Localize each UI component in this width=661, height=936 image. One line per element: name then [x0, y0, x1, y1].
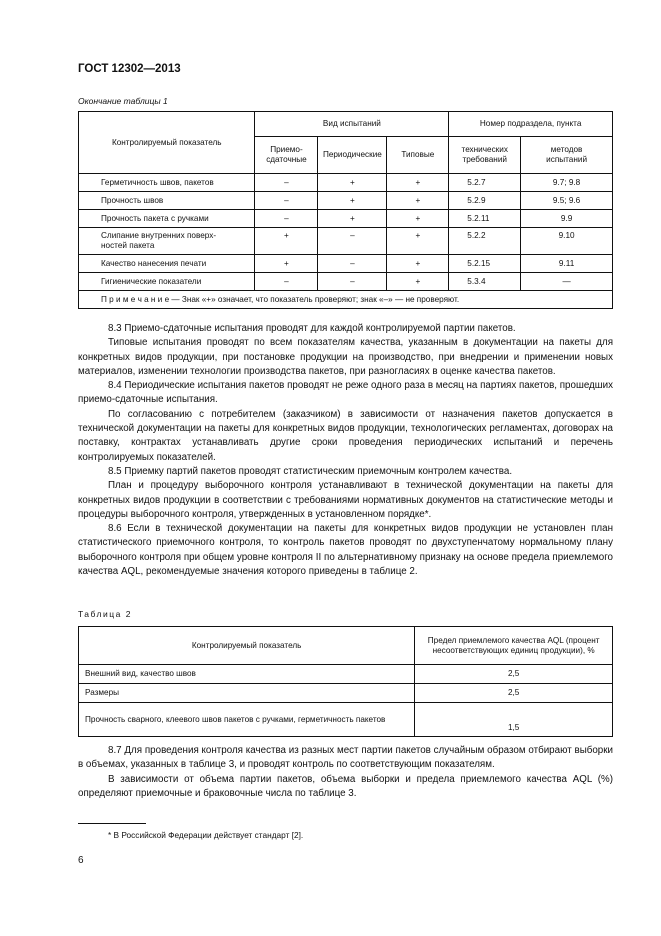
table1-head-tech-req: технических требований: [449, 137, 521, 174]
row-indicator: Прочность швов: [79, 192, 255, 210]
table-row: [79, 228, 613, 255]
note-label: П р и м е ч а н и е: [101, 294, 170, 304]
paragraph: Типовые испытания проводят по всем показателям качества, указанным в документации на пакеты для конкретных видов продукции, при постановке продукции на производство, при внедрении и применении новых материалов, изменении технологии производства пакетов, при разногласиях в оценке качества пакетов.: [78, 337, 613, 377]
row-acceptance: –: [255, 210, 318, 228]
footnote-divider: [78, 823, 146, 824]
row-acceptance: +: [255, 255, 318, 273]
table1-head-periodic: Периодические: [318, 137, 387, 174]
row-acceptance: –: [255, 192, 318, 210]
note-text: — Знак «+» означает, что показатель проверяют; знак «–» — не проверяют.: [169, 294, 460, 304]
row-acceptance: –: [255, 273, 318, 291]
row-periodic: +: [318, 174, 387, 192]
row-method: 9.9: [521, 210, 613, 228]
table1-head-type: Типовые: [387, 137, 449, 174]
paragraph: 8.7 Для проведения контроля качества из разных мест партии пакетов случайным образом отбирают выборки в объемах, указанных в таблице 3, и проводят контроль по соответствующим показателям.: [78, 745, 613, 771]
paragraph: В зависимости от объема партии пакетов, объема выборки и предела приемлемого качества AQL (%) определяют приемочные и браковочные числа по таблице 3.: [78, 773, 613, 799]
table1-head-acceptance: Приемо- сдаточные: [255, 137, 318, 174]
table-1: [78, 111, 613, 309]
table-2: [78, 626, 613, 737]
paragraph: 8.6 Если в технической документации на пакеты для конкретных видов продукции не установлен план статистического приемочного контроля, то контроль пакетов проводят по двухступенчатому нормальному плану выборочного контроля при общем уровне контроля II по альтернативному признаку на основе предела приемлемого качества AQL, рекомендуемые значения которого приведены в таблице 2.: [78, 523, 613, 578]
table-row: [79, 665, 613, 684]
table-row: [79, 703, 613, 737]
row-periodic: +: [318, 210, 387, 228]
row-req: 5.2.11: [449, 210, 521, 228]
row-periodic: –: [318, 273, 387, 291]
paragraph: План и процедуру выборочного контроля устанавливают в технической документации на пакеты для конкретных видов продукции в соответствии с требованиями нормативных документов на статистические методы и процедуры выборочного контроля, утвержденных в установленном порядке*.: [78, 480, 613, 520]
row-indicator: Гигиенические показатели: [79, 273, 255, 291]
body-text-1: [78, 322, 613, 579]
table1-note: [79, 291, 613, 309]
row-method: —: [521, 273, 613, 291]
row-type: +: [387, 210, 449, 228]
table1-head-test-methods: методов испытаний: [521, 137, 613, 174]
row-indicator: Внешний вид, качество швов: [79, 665, 415, 684]
paragraph: 8.4 Периодические испытания пакетов проводят не реже одного раза в месяц на партиях пакетов, прошедших приемо-сдаточные испытания.: [78, 380, 613, 406]
footnote: * В Российской Федерации действует стандарт [2].: [108, 830, 304, 840]
row-indicator: Прочность пакета с ручками: [79, 210, 255, 228]
table-row: [79, 255, 613, 273]
row-req: 5.2.2: [449, 228, 521, 255]
row-indicator: Слипание внутренних поверх- ностей пакета: [79, 228, 255, 255]
row-aql: 2,5: [415, 684, 613, 703]
paragraph: По согласованию с потребителем (заказчиком) в зависимости от назначения пакетов допускается в технической документации на пакеты для конкретных видов продукции, технологических регламентах, договорах на поставку, контрактах устанавливать другие сроки проведения периодических испытаний и перечень контролируемых показателей.: [78, 408, 613, 463]
row-type: +: [387, 228, 449, 255]
row-aql: 2,5: [415, 665, 613, 684]
table1-head-indicator: Контролируемый показатель: [79, 112, 255, 174]
row-periodic: +: [318, 192, 387, 210]
row-type: +: [387, 255, 449, 273]
row-method: 9.7; 9.8: [521, 174, 613, 192]
row-req: 5.2.7: [449, 174, 521, 192]
table-row: [79, 210, 613, 228]
table2-head-aql: Предел приемлемого качества AQL (процент несоответствующих единиц продукции), %: [415, 627, 613, 665]
row-acceptance: +: [255, 228, 318, 255]
table1-head-section-number: Номер подраздела, пункта: [449, 112, 613, 137]
table-row: [79, 684, 613, 703]
table2-caption: Таблица 2: [78, 609, 132, 619]
row-periodic: –: [318, 228, 387, 255]
row-indicator: Качество нанесения печати: [79, 255, 255, 273]
document-header: ГОСТ 12302—2013: [78, 63, 181, 75]
row-aql: 1,5: [415, 703, 613, 737]
row-req: 5.2.15: [449, 255, 521, 273]
row-type: +: [387, 273, 449, 291]
table-row: [79, 192, 613, 210]
table2-head-indicator: Контролируемый показатель: [79, 627, 415, 665]
row-indicator: Размеры: [79, 684, 415, 703]
table-row: [79, 174, 613, 192]
row-method: 9.10: [521, 228, 613, 255]
row-periodic: –: [318, 255, 387, 273]
row-method: 9.11: [521, 255, 613, 273]
row-indicator: Прочность сварного, клеевого швов пакетов с ручками, герметичность пакетов: [79, 703, 415, 737]
row-type: +: [387, 192, 449, 210]
row-acceptance: –: [255, 174, 318, 192]
table-row: [79, 273, 613, 291]
page-number: 6: [78, 855, 84, 866]
paragraph: 8.3 Приемо-сдаточные испытания проводят для каждой контролируемой партии пакетов.: [108, 323, 516, 334]
paragraph: 8.5 Приемку партий пакетов проводят статистическим приемочным контролем качества.: [108, 465, 513, 477]
row-req: 5.2.9: [449, 192, 521, 210]
table1-caption: Окончание таблицы 1: [78, 96, 168, 106]
table1-head-test-types: Вид испытаний: [255, 112, 449, 137]
row-method: 9.5; 9.6: [521, 192, 613, 210]
row-req: 5.3.4: [449, 273, 521, 291]
row-indicator: Герметичность швов, пакетов: [79, 174, 255, 192]
row-type: +: [387, 174, 449, 192]
body-text-2: [78, 744, 613, 801]
